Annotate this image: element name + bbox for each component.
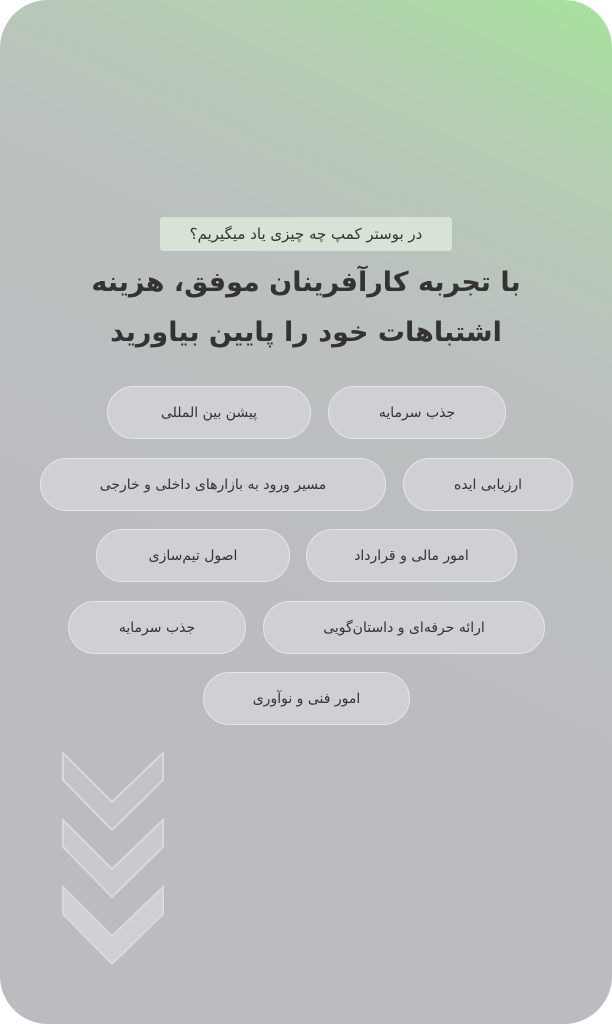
headline-line-1: با تجربه کارآفرینان موفق، هزینه [91,267,521,298]
topic-chip-fundraising[interactable]: جذب سرمایه [328,386,506,439]
headline [60,258,552,358]
topic-chip-team-building[interactable]: اصول تیم‌سازی [96,529,290,582]
eyebrow-label: در بوستر کمپ چه چیزی یاد میگیریم؟ [160,217,452,251]
topic-chip-international[interactable]: پیشن بین المللی [107,386,311,439]
topic-chip-market-entry[interactable]: مسیر ورود به بازارهای داخلی و خارجی [40,458,386,511]
topic-chip-finance-contracts[interactable]: امور مالی و قرارداد [306,529,517,582]
topic-chip-idea-evaluation[interactable]: ارزیابی ایده [403,458,573,511]
headline-line-2: اشتباهات خود را پایین بیاورید [110,317,502,348]
topic-chip-tech-innovation[interactable]: امور فنی و نوآوری [203,672,410,725]
topic-chip-fundraising-2[interactable]: جذب سرمایه [68,601,246,654]
topic-chip-pitching-storytelling[interactable]: ارائه حرفه‌ای و داستان‌گویی [263,601,545,654]
chevron-down-icon [62,752,164,980]
